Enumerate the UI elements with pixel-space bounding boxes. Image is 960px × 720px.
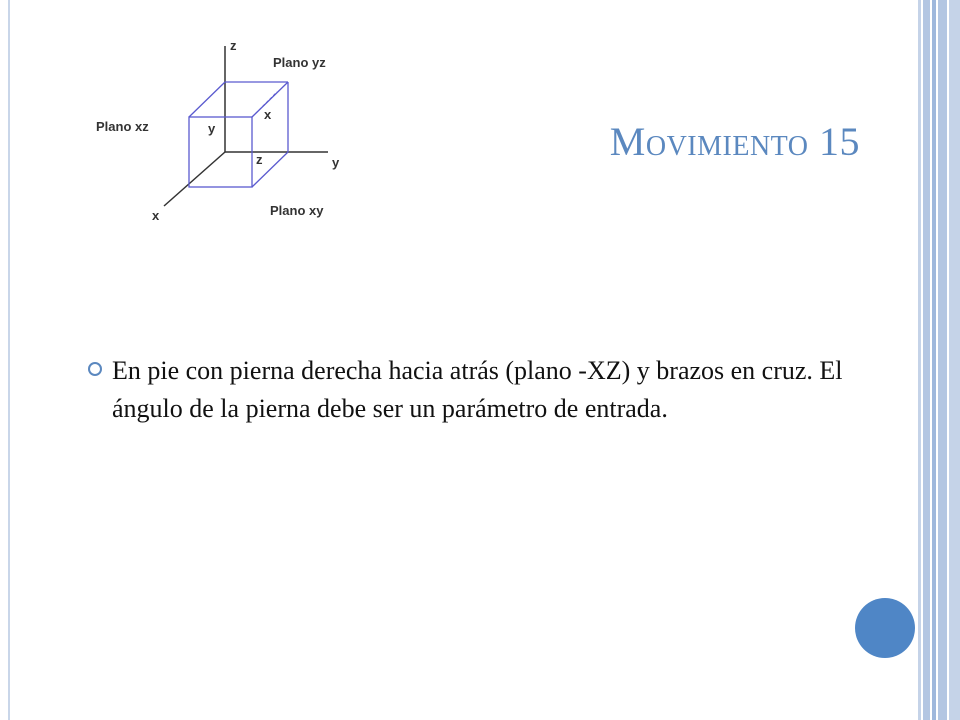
- slide-title: Movimiento 15: [609, 119, 860, 164]
- right-decor-band: [938, 0, 947, 720]
- plane-xy-label: Plano xy: [270, 203, 324, 218]
- inner-z-label: z: [256, 152, 263, 167]
- z-axis-label: z: [230, 38, 237, 53]
- right-decor-band: [949, 0, 960, 720]
- plane-xz-label: Plano xz: [96, 119, 149, 134]
- bullet-marker-icon: [88, 362, 102, 376]
- bullet-list: [88, 352, 868, 428]
- right-decor-band: [932, 0, 936, 720]
- accent-circle: [855, 598, 915, 658]
- right-decor-band: [918, 0, 921, 720]
- x-axis-label: x: [152, 208, 160, 223]
- bullet-text: En pie con pierna derecha hacia atrás (plano -XZ) y brazos en cruz. El ángulo de la pierna debe ser un parámetro de entrada.: [112, 356, 843, 423]
- inner-y-label: y: [208, 121, 216, 136]
- right-decor-band: [923, 0, 930, 720]
- bullet-item: [88, 352, 868, 428]
- y-axis-label: y: [332, 155, 340, 170]
- inner-x-label: x: [264, 107, 272, 122]
- coordinate-planes-diagram: [92, 34, 354, 230]
- plane-yz-label: Plano yz: [273, 55, 326, 70]
- left-border-line: [8, 0, 10, 720]
